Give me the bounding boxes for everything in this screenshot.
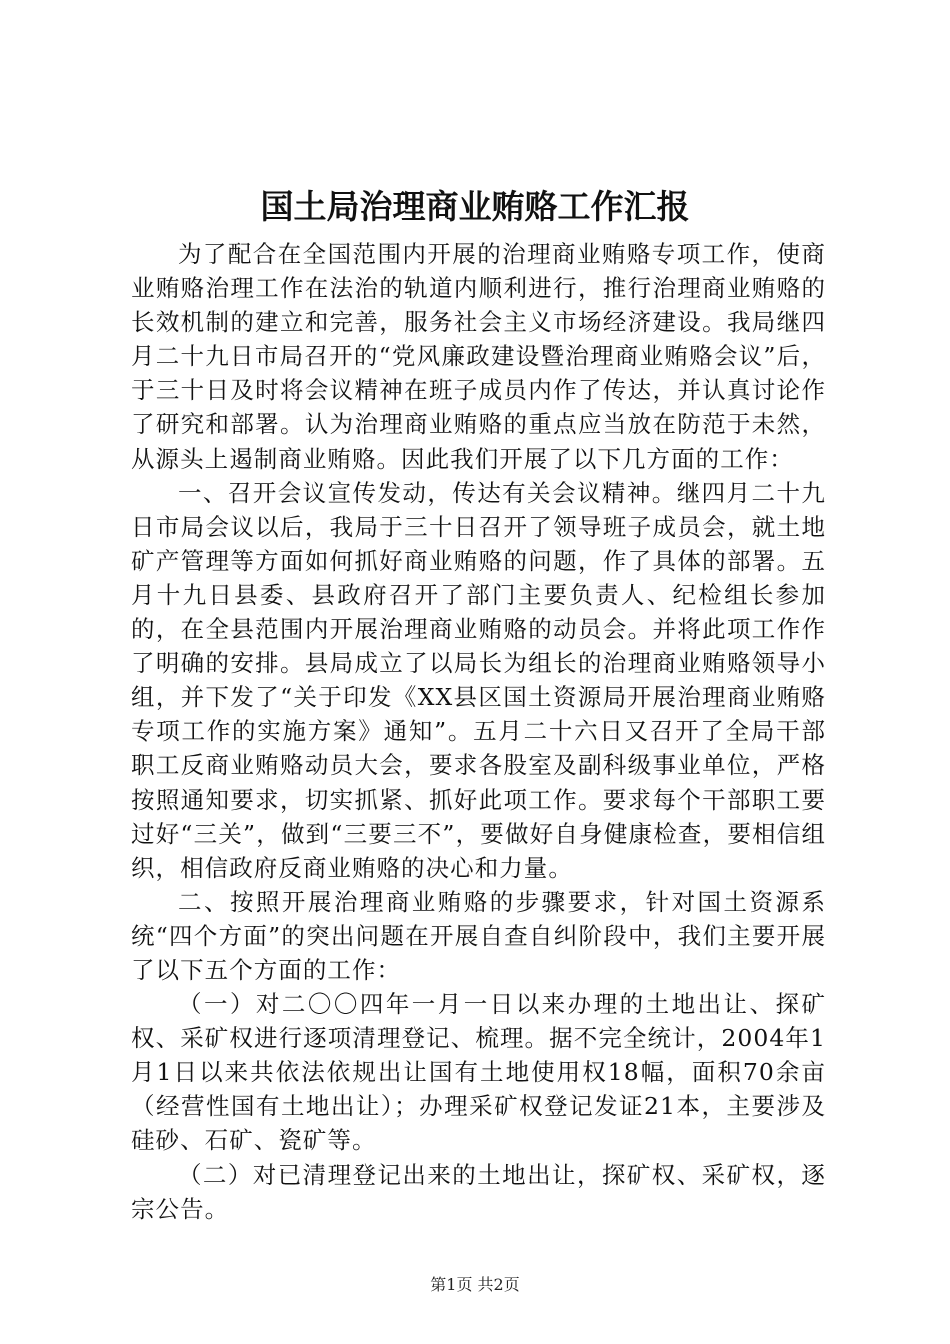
paragraph-intro: 为了配合在全国范围内开展的治理商业贿赂专项工作，使商业贿赂治理工作在法治的轨道内顺利进行，推行治理商业贿赂的长效机制的建立和完善，服务社会主义市场经济建设。我局继四月二十九日市局召开的“党风廉政建设暨治理商业贿赂会议”后，于三十日及时将会议精神在班子成员内作了传达，并认真讨论作了研究和部署。认为治理商业贿赂的重点应当放在防范于未然，从源头上遏制商业贿赂。因此我们开展了以下几方面的工作： xyxy=(131,240,826,473)
paragraph-section-2: 二、按照开展治理商业贿赂的步骤要求，针对国土资源系统“四个方面”的突出问题在开展自查自纠阶段中，我们主要开展了以下五个方面的工作： xyxy=(131,887,826,984)
page-number-footer: 第1页 共2页 xyxy=(430,1275,520,1294)
paragraph-item-2: （二）对已清理登记出来的土地出让，探矿权、采矿权，逐宗公告。 xyxy=(131,1160,826,1223)
paragraph-item-1: （一）对二〇〇四年一月一日以来办理的土地出让、探矿权、采矿权进行逐项清理登记、梳理。据不完全统计，2004年1月1日以来共依法依规出让国有土地使用权18幅，面积70余亩（经营性国有土地出让）；办理采矿权登记发证21本，主要涉及硅砂、石矿、瓷矿等。 xyxy=(131,990,826,1155)
document-body xyxy=(131,237,826,1226)
paragraph-section-1: 一、召开会议宣传发动，传达有关会议精神。继四月二十九日市局会议以后，我局于三十日召开了领导班子成员会，就土地矿产管理等方面如何抓好商业贿赂的问题，作了具体的部署。五月十九日县委、县政府召开了部门主要负责人、纪检组长参加的，在全县范围内开展治理商业贿赂的动员会。并将此项工作作了明确的安排。县局成立了以局长为组长的治理商业贿赂领导小组，并下发了“关于印发《XX县区国土资源局开展治理商业贿赂专项工作的实施方案》通知”。五月二十六日又召开了全局干部职工反商业贿赂动员大会，要求各股室及副科级事业单位，严格按照通知要求，切实抓紧、抓好此项工作。要求每个干部职工要过好“三关”，做到“三要三不”，要做好自身健康检查，要相信组织，相信政府反商业贿赂的决心和力量。 xyxy=(131,478,826,882)
document-title: 国土局治理商业贿赂工作汇报 xyxy=(260,187,690,226)
